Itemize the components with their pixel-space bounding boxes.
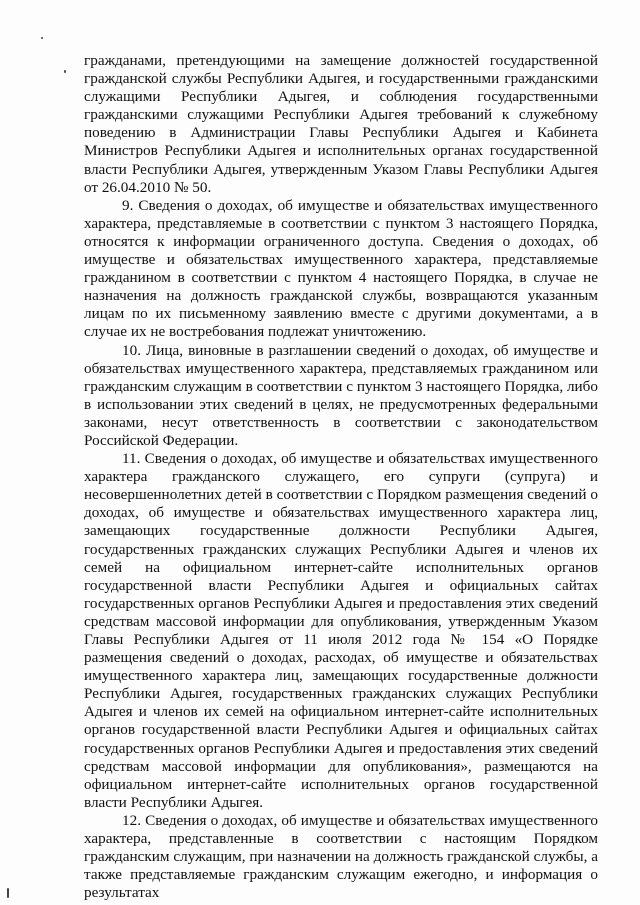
paragraph-11: 11. Сведения о доходах, об имуществе и обязательствах имущественного характера гражданского служащего, его супруги (супруга) и несовершеннолетних детей в соответствии с Порядком размещения сведений о доходах, об имуществе и обязательствах имущественного характера лиц, замещающих государственные должности Республики Адыгея, государственных гражданских служащих Республики Адыгея и членов их семей на официальном интернет-сайте исполнительных органов государственной власти Республики Адыгея и официальных сайтах государственных органов Республики Адыгея и предоставления этих сведений средствам массовой информации для опубликования, утвержденным Указом Главы Республики Адыгея от 11 июля 2012 года № 154 «О Порядке размещения сведений о доходах, расходах, об имуществе и обязательствах имущественного характера лиц, замещающих государственные должности Республики Адыгея, государственных гражданских служащих Республики Адыгея и членов их семей на официальном интернет-сайте исполнительных органов государственной власти Республики Адыгея и официальных сайтах государственных органов Республики Адыгея и предоставления этих сведений средствам массовой информации для опубликования», размещаются на официальном интернет-сайте исполнительных органов государственной власти Республики Адыгея. [84,450,598,811]
document-body [84,52,598,902]
scan-speck [41,37,43,39]
scan-speck [7,888,9,898]
paragraph-9: 9. Сведения о доходах, об имуществе и обязательствах имущественного характера, представляемые в соответствии с пунктом 3 настоящего Порядка, относятся к информации ограниченного доступа. Сведения о доходах, об имуществе и обязательствах имущественного характера, представляемые гражданином в соответствии с пунктом 4 настоящего Порядка, в случае не назначения на должность гражданской службы, возвращаются указанным лицам по их письменному заявлению вместе с другими документами, а в случае их не востребования подлежат уничтожению. [84,196,598,341]
scan-speck [64,70,66,73]
paragraph-12: 12. Сведения о доходах, об имуществе и обязательствах имущественного характера, представленные в соответствии с настоящим Порядком гражданским служащим, при назначении на должность гражданской службы, а также представляемые гражданским служащим ежегодно, и информация о результатах [84,811,598,902]
paragraph-continuation: гражданами, претендующими на замещение должностей государственной гражданской службы Республики Адыгея, и государственными гражданскими служащими Республики Адыгея, и соблюдения государственными гражданскими служащими Республики Адыгея требований к служебному поведению в Администрации Главы Республики Адыгея и Кабинета Министров Республики Адыгея и исполнительных органах государственной власти Республики Адыгея, утвержденным Указом Главы Республики Адыгея от 26.04.2010 № 50. [84,52,598,196]
paragraph-10: 10. Лица, виновные в разглашении сведений о доходах, об имуществе и обязательствах имущественного характера, представляемых гражданином или гражданским служащим в соответствии с пунктом 3 настоящего Порядка, либо в использовании этих сведений в целях, не предусмотренных федеральными законами, несут ответственность в соответствии с законодательством Российской Федерации. [84,341,598,449]
